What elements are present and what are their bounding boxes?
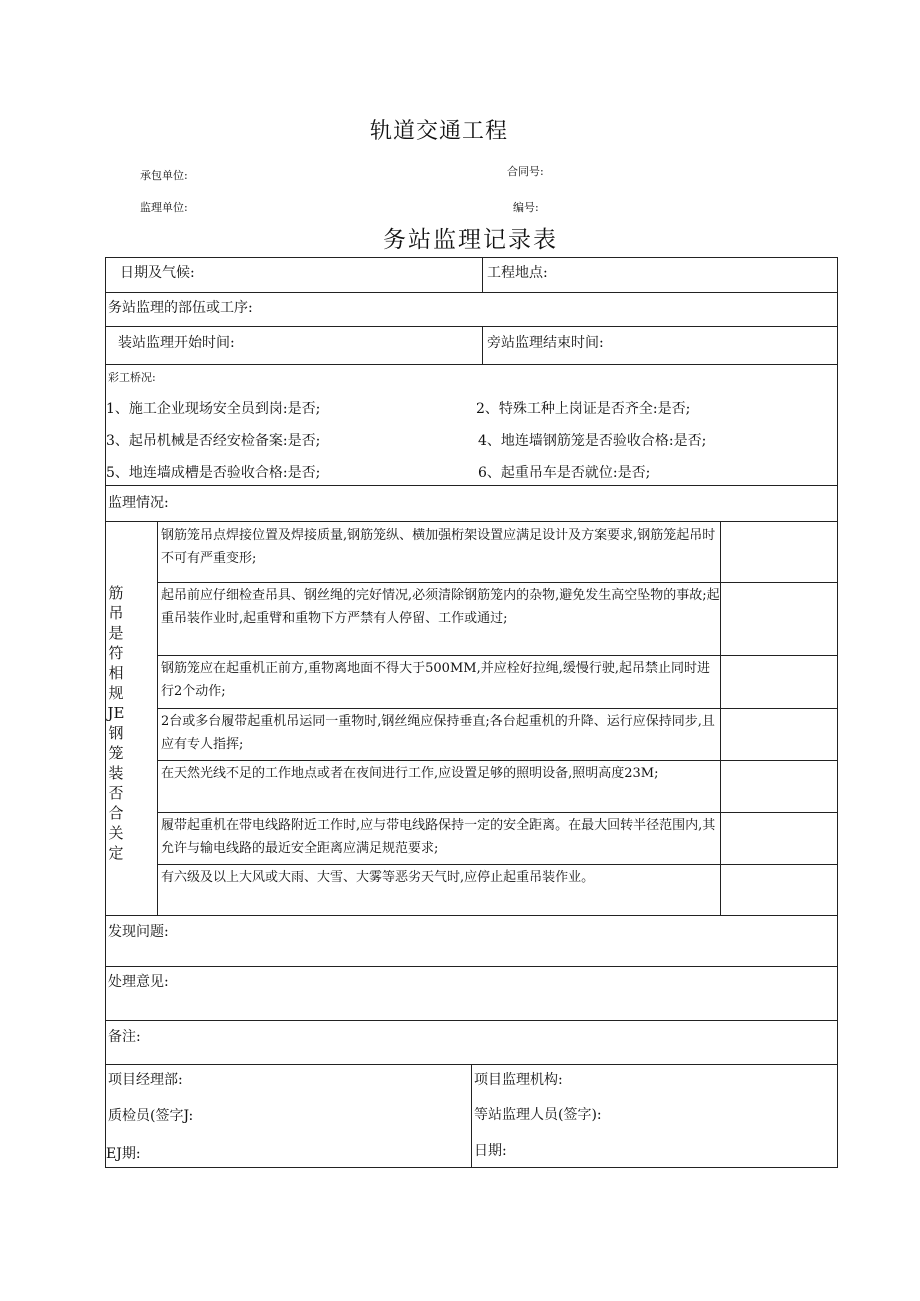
check-item: 1、施工企业现场安全员到岗:是否; <box>106 401 321 417</box>
table-border-left <box>105 257 106 1168</box>
standard-divider <box>157 760 838 761</box>
vertical-label: 筋吊是符相规JE钢笼装否合关定 <box>107 584 125 862</box>
standard-divider <box>157 708 838 709</box>
supervisor-unit-label: 监理单位: <box>140 201 188 214</box>
row-divider <box>105 1020 838 1021</box>
standard-divider <box>157 655 838 656</box>
construction-status-label: 彩工桥况: <box>108 371 156 384</box>
standard-item: 2台或多台履带起重机吊运同一重物时,钢丝绳应保持垂直;各台起重机的升降、运行应保持同步,且应有专人指挥; <box>161 714 715 752</box>
standard-divider <box>157 864 838 865</box>
table-border-bottom <box>105 1167 838 1168</box>
site-supervisor-label: 等站监理人员(签字): <box>474 1107 602 1123</box>
row-divider <box>105 915 838 916</box>
supervision-agency-label: 项目监理机构: <box>474 1072 563 1088</box>
left-date-label: EJ期: <box>106 1146 141 1162</box>
row-divider <box>105 326 838 327</box>
col-divider <box>471 1064 472 1167</box>
standard-item: 有六级及以上大风或大雨、大雪、大雾等恶劣天气时,应停止起重吊装作业。 <box>161 870 595 885</box>
form-title: 务站监理记录表 <box>383 227 558 253</box>
col-divider <box>482 326 483 364</box>
remarks-label: 备注: <box>108 1029 141 1045</box>
check-item: 4、地连墙钢筋笼是否验收合格:是否; <box>478 433 707 449</box>
standard-item: 钢筋笼吊点焊接位置及焊接质量,钢筋笼纵、横加强桁架设置应满足设计及方案要求,钢筋笼起吊时不可有严重变形; <box>161 528 716 566</box>
contractor-label: 承包单位: <box>140 169 188 182</box>
col-divider <box>482 257 483 292</box>
check-item: 2、特殊工种上岗证是否齐全:是否; <box>476 401 691 417</box>
standard-item: 在天然光线不足的工作地点或者在夜间进行工作,应设置足够的照明设备,照明高度23M; <box>161 766 659 781</box>
date-weather-label: 日期及气候: <box>120 265 195 281</box>
document-number-label: 编号: <box>513 201 539 214</box>
page-title: 轨道交通工程 <box>370 119 509 144</box>
contract-number-label: 合同号: <box>507 165 544 178</box>
standard-divider <box>157 582 838 583</box>
standard-item: 起吊前应仔细检查吊具、钢丝绳的完好情况,必须清除钢筋笼内的杂物,避免发生高空坠物的事故;起重吊装作业时,起重臂和重物下方严禁有人停留、工作或通过; <box>161 588 720 626</box>
location-label: 工程地点: <box>487 265 548 281</box>
handling-label: 处理意见: <box>108 974 169 990</box>
check-item: 3、起吊机械是否经安检备案:是否; <box>106 433 321 449</box>
project-manager-dept-label: 项目经理部: <box>108 1072 183 1088</box>
check-item: 6、起重吊车是否就位:是否; <box>478 465 651 481</box>
col-divider <box>157 521 158 915</box>
start-time-label: 装站监理开始时间: <box>118 335 235 351</box>
row-divider <box>105 292 838 293</box>
table-border-top <box>105 257 838 258</box>
issues-label: 发现问题: <box>108 924 169 940</box>
row-divider <box>105 364 838 365</box>
standard-item: 履带起重机在带电线路附近工作时,应与带电线路保持一定的安全距离。在最大回转半径范围内,其允许与输电线路的最近安全距离应满足规范要求; <box>161 818 716 856</box>
right-date-label: 日期: <box>474 1143 507 1159</box>
row-divider <box>105 521 838 522</box>
row-divider <box>105 485 838 486</box>
standard-divider <box>157 812 838 813</box>
supervision-label: 监理情况: <box>108 495 169 511</box>
table-border-right <box>837 257 838 1168</box>
standard-item: 钢筋笼应在起重机正前方,重物离地面不得大于500MM,并应栓好拉绳,缓慢行驶,起吊禁止同时进行2个动作; <box>161 661 710 699</box>
quality-inspector-label: 质检员(签字J: <box>108 1108 194 1124</box>
row-divider <box>105 966 838 967</box>
end-time-label: 旁站监理结束时间: <box>487 335 604 351</box>
part-process-label: 务站监理的部伍或工序: <box>108 300 253 316</box>
check-item: 5、地连墙成槽是否验收合格:是否; <box>106 465 321 481</box>
